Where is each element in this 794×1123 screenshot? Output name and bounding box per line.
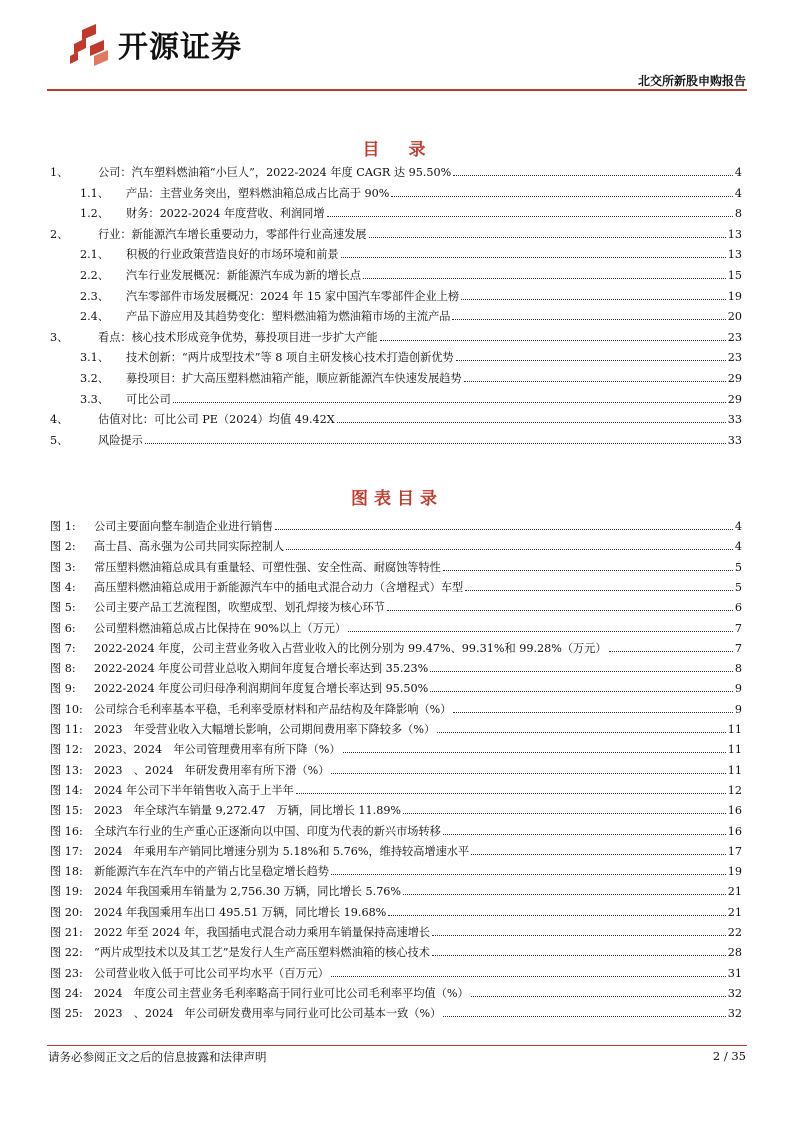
- entry-text: 公司综合毛利率基本平稳，毛利率受原材料和产品结构及年降影响（%）: [94, 702, 452, 716]
- entry-text: 产品：主营业务突出，塑料燃油箱总成占比高于 90%: [126, 186, 390, 200]
- toc-entry[interactable]: [50, 409, 742, 426]
- entry-number: 图 25:: [50, 1007, 83, 1021]
- leader-dots: [369, 237, 726, 238]
- entry-page: 32: [727, 986, 742, 1000]
- leader-dots: [173, 402, 726, 403]
- leader-dots: [388, 915, 725, 916]
- entry-page: 13: [727, 248, 742, 262]
- leader-dots: [456, 360, 726, 361]
- entry-number: 图 2:: [50, 540, 76, 554]
- figure-entry[interactable]: [50, 881, 742, 898]
- entry-page: 29: [727, 392, 742, 406]
- entry-text: 2023 、2024 年公司研发费用率与同行业可比公司基本一致（%）: [94, 1007, 442, 1021]
- entry-page: 20: [727, 310, 742, 324]
- figure-entry[interactable]: [50, 780, 742, 797]
- leader-dots: [343, 752, 726, 753]
- entry-text: 公司营业收入低于可比公司平均水平（百万元）: [94, 966, 329, 980]
- entry-page: 21: [727, 905, 742, 919]
- entry-page: 28: [727, 946, 742, 960]
- figure-entry[interactable]: [50, 719, 742, 736]
- entry-text: 2023、2024 年公司管理费用率有所下降（%）: [94, 743, 341, 757]
- toc-entry[interactable]: [80, 286, 742, 303]
- figure-entry[interactable]: [50, 557, 742, 574]
- leader-dots: [452, 319, 725, 320]
- leader-dots: [432, 935, 726, 936]
- entry-number: 图 10:: [50, 702, 83, 716]
- leader-dots: [443, 1016, 725, 1017]
- entry-text: 技术创新：“两片成型技术”等 8 项自主研发核心技术打造创新优势: [126, 351, 454, 365]
- entry-text: 高压塑料燃油箱总成用于新能源汽车中的插电式混合动力（含增程式）车型: [94, 580, 464, 594]
- entry-text: 2022-2024 年度公司归母净利润期间年度复合增长率达到 95.50%: [94, 682, 429, 696]
- entry-page: 6: [734, 601, 742, 615]
- entry-page: 19: [727, 865, 742, 879]
- entry-number: 图 13:: [50, 763, 83, 777]
- entry-text: 汽车零部件市场发展概况：2024 年 15 家中国汽车零部件企业上榜: [126, 289, 460, 303]
- figure-entry[interactable]: [50, 841, 742, 858]
- leader-dots: [296, 793, 726, 794]
- entry-page: 4: [734, 166, 742, 179]
- leader-dots: [387, 610, 733, 611]
- entry-text: 2024 年公司下半年销售收入高于上半年: [94, 783, 294, 797]
- figure-entry[interactable]: [50, 658, 742, 675]
- entry-number: 图 16:: [50, 824, 83, 838]
- entry-text: 风险提示: [98, 433, 143, 447]
- report-type: 北交所新股申购报告: [637, 74, 746, 88]
- figure-entry[interactable]: [50, 963, 742, 980]
- figure-entry[interactable]: [50, 983, 742, 1000]
- leader-dots: [609, 651, 733, 652]
- leader-dots: [443, 834, 726, 835]
- entry-text: 2023 年全球汽车销量 9,272.47 万辆，同比增长 11.89%: [94, 804, 402, 818]
- entry-text: 全球汽车行业的生产重心正逐渐向以中国、印度为代表的新兴市场转移: [94, 824, 441, 838]
- entry-text: 看点：核心技术形成竞争优势，募投项目进一步扩大产能: [98, 330, 378, 344]
- entry-text: 财务：2022-2024 年度营收、利润同增: [126, 207, 325, 221]
- entry-page: 5: [734, 580, 742, 594]
- entry-number: 图 20:: [50, 905, 83, 919]
- entry-page: 9: [734, 682, 742, 696]
- entry-number: 图 1:: [50, 520, 76, 533]
- footer-divider: [47, 1045, 747, 1046]
- entry-page: 21: [727, 885, 742, 899]
- entry-text: 公司：汽车塑料燃油箱“小巨人”，2022-2024 年度 CAGR 达 95.50%: [98, 166, 452, 179]
- entry-number: 1.1、: [80, 186, 109, 200]
- entry-page: 11: [727, 743, 742, 757]
- entry-number: 3.1、: [80, 351, 109, 365]
- entry-text: 募投项目：扩大高压塑料燃油箱产能，顺应新能源汽车快速发展趋势: [126, 372, 462, 385]
- leader-dots: [391, 196, 733, 197]
- leader-dots: [331, 976, 726, 977]
- leader-dots: [337, 422, 726, 423]
- entry-number: 2.1、: [80, 248, 109, 262]
- entry-text: 2022 年至 2024 年，我国插电式混合动力乘用车销量保持高速增长: [94, 926, 431, 939]
- entry-text: 公司主要面向整车制造企业进行销售: [94, 520, 274, 533]
- toc-entry[interactable]: [50, 224, 742, 241]
- entry-text: 行业：新能源汽车增长重要动力，零部件行业高速发展: [98, 227, 367, 241]
- leader-dots: [471, 854, 726, 855]
- page-indicator: 2 / 35: [712, 1049, 746, 1063]
- entry-number: 3、: [50, 330, 69, 344]
- leader-dots: [465, 590, 733, 591]
- entry-number: 图 8:: [50, 662, 76, 676]
- entry-text: 汽车行业发展概况：新能源汽车成为新的增长点: [126, 269, 361, 282]
- entry-number: 图 24:: [50, 986, 83, 1000]
- entry-number: 2.4、: [80, 310, 109, 324]
- figure-entry[interactable]: [50, 800, 742, 817]
- entry-page: 7: [734, 641, 742, 655]
- entry-number: 图 11:: [50, 723, 83, 736]
- entry-number: 4、: [50, 413, 69, 427]
- entry-page: 4: [734, 540, 742, 554]
- entry-page: 31: [727, 966, 742, 980]
- leader-dots: [430, 671, 733, 672]
- entry-text: 2024 年我国乘用车出口 495.51 万辆，同比增长 19.68%: [94, 905, 387, 919]
- entry-page: 32: [727, 1007, 742, 1021]
- entry-text: 2024 年我国乘用车销量为 2,756.30 万辆，同比增长 5.76%: [94, 885, 402, 899]
- entry-text: 2024 年乘用车产销同比增速分别为 5.18%和 5.76%，维持较高增速水平: [94, 844, 470, 858]
- entry-page: 23: [727, 330, 742, 344]
- leader-dots: [464, 381, 726, 382]
- entry-page: 22: [727, 926, 742, 939]
- leader-dots: [432, 955, 726, 956]
- entry-text: 高士昌、高永强为公司共同实际控制人: [94, 540, 285, 554]
- figure-entry[interactable]: [50, 922, 742, 939]
- figure-entry[interactable]: [50, 902, 742, 919]
- leader-dots: [363, 278, 726, 279]
- leader-dots: [331, 874, 726, 875]
- entry-number: 图 12:: [50, 743, 83, 757]
- entry-number: 图 18:: [50, 865, 83, 879]
- entry-page: 16: [727, 804, 742, 818]
- footer-disclaimer: 请务必参阅正文之后的信息披露和法律声明: [48, 1050, 267, 1064]
- entry-number: 图 17:: [50, 844, 83, 858]
- leader-dots: [145, 443, 726, 444]
- toc-entry[interactable]: [80, 244, 742, 261]
- entry-number: 图 5:: [50, 601, 76, 615]
- entry-page: 13: [727, 227, 742, 241]
- toc-entry[interactable]: [80, 368, 742, 385]
- leader-dots: [461, 299, 726, 300]
- toc-entry[interactable]: [80, 203, 742, 220]
- entry-text: 可比公司: [126, 392, 171, 406]
- leader-dots: [380, 340, 726, 341]
- toc-entry[interactable]: [80, 183, 742, 200]
- entry-text: “两片成型技术以及其工艺”是发行人生产高压塑料燃油箱的核心技术: [94, 946, 430, 960]
- entry-text: 新能源汽车在汽车中的产销占比呈稳定增长趋势: [94, 865, 329, 879]
- entry-page: 12: [727, 783, 742, 797]
- entry-number: 图 14:: [50, 783, 83, 797]
- entry-number: 图 22:: [50, 946, 83, 960]
- entry-page: 33: [727, 433, 742, 447]
- header-divider: [47, 89, 747, 91]
- entry-number: 2.3、: [80, 289, 109, 303]
- toc-entry[interactable]: [50, 430, 742, 447]
- entry-page: 15: [727, 269, 742, 282]
- leader-dots: [341, 257, 726, 258]
- leader-dots: [443, 570, 733, 571]
- figure-entry[interactable]: [50, 678, 742, 695]
- entry-page: 9: [734, 702, 742, 716]
- logo-text: 开源证券: [118, 30, 242, 65]
- toc-entry[interactable]: [80, 389, 742, 406]
- figure-entry[interactable]: [50, 861, 742, 878]
- entry-number: 图 6:: [50, 621, 76, 635]
- leader-dots: [471, 996, 726, 997]
- entry-text: 2023 、2024 年研发费用率有所下滑（%）: [94, 763, 330, 777]
- figure-entry[interactable]: [50, 739, 742, 756]
- entry-text: 公司主要产品工艺流程图，吹塑成型、划孔焊接为核心环节: [94, 601, 385, 615]
- toc-entry[interactable]: [80, 265, 742, 282]
- leader-dots: [286, 549, 733, 550]
- company-logo: [64, 22, 242, 66]
- entry-page: 8: [734, 662, 742, 676]
- figure-entry[interactable]: [50, 577, 742, 594]
- figure-entry[interactable]: [50, 699, 742, 716]
- entry-page: 4: [734, 186, 742, 200]
- leader-dots: [348, 631, 733, 632]
- entry-page: 5: [734, 560, 742, 574]
- entry-number: 图 21:: [50, 926, 83, 939]
- entry-number: 图 23:: [50, 966, 83, 980]
- entry-text: 积极的行业政策营造良好的市场环境和前景: [126, 248, 339, 262]
- leader-dots: [403, 813, 726, 814]
- toc-entry[interactable]: [80, 306, 742, 323]
- entry-number: 2、: [50, 227, 69, 241]
- entry-text: 常压塑料燃油箱总成具有重量轻、可塑性强、安全性高、耐腐蚀等特性: [94, 560, 441, 574]
- entry-page: 33: [727, 413, 742, 427]
- toc-entry[interactable]: [80, 347, 742, 364]
- figure-entry[interactable]: [50, 597, 742, 614]
- leader-dots: [275, 529, 733, 530]
- leader-dots: [453, 712, 732, 713]
- leader-dots: [403, 894, 726, 895]
- figure-entry[interactable]: [50, 760, 742, 777]
- entry-text: 估值对比：可比公司 PE（2024）均值 49.42X: [98, 413, 335, 427]
- entry-number: 图 15:: [50, 804, 83, 818]
- entry-page: 4: [734, 520, 742, 533]
- figure-entry[interactable]: [50, 536, 742, 553]
- entry-text: 2024 年度公司主营业务毛利率略高于同行业可比公司毛利率平均值（%）: [94, 986, 469, 1000]
- figure-entry[interactable]: [50, 516, 742, 533]
- entry-number: 图 9:: [50, 682, 76, 696]
- leader-dots: [331, 773, 725, 774]
- entry-text: 2022-2024 年度，公司主营业务收入占营业收入的比例分别为 99.47%、99.31%和 99.28%（万元）: [94, 641, 607, 655]
- entry-number: 2.2、: [80, 269, 109, 282]
- figure-entry[interactable]: [50, 942, 742, 959]
- leader-dots: [430, 691, 733, 692]
- entry-number: 图 3:: [50, 560, 76, 574]
- leader-dots: [437, 732, 726, 733]
- figure-entry[interactable]: [50, 618, 742, 635]
- entry-page: 11: [727, 763, 742, 777]
- toc-title: 目 录: [362, 140, 432, 160]
- figure-entry[interactable]: [50, 638, 742, 655]
- entry-number: 图 4:: [50, 580, 76, 594]
- entry-number: 图 19:: [50, 885, 83, 899]
- entry-number: 3.2、: [80, 372, 109, 385]
- entry-number: 1.2、: [80, 207, 109, 221]
- leader-dots: [327, 216, 733, 217]
- entry-page: 29: [727, 372, 742, 385]
- entry-page: 23: [727, 351, 742, 365]
- entry-number: 3.3、: [80, 392, 109, 406]
- entry-page: 16: [727, 824, 742, 838]
- kaiyuan-logo-icon: [64, 22, 110, 66]
- entry-number: 图 7:: [50, 641, 76, 655]
- entry-text: 2022-2024 年度公司营业总收入期间年度复合增长率达到 35.23%: [94, 662, 429, 676]
- toc-entry[interactable]: [50, 162, 742, 179]
- leader-dots: [453, 175, 733, 176]
- figure-entry[interactable]: [50, 821, 742, 838]
- figures-toc-title: 图表目录: [351, 489, 443, 509]
- entry-text: 公司塑料燃油箱总成占比保持在 90%以上（万元）: [94, 621, 347, 635]
- figure-entry[interactable]: [50, 1003, 742, 1020]
- entry-page: 8: [734, 207, 742, 221]
- entry-number: 1、: [50, 166, 69, 179]
- entry-text: 2023 年受营业收入大幅增长影响，公司期间费用率下降较多（%）: [94, 723, 436, 736]
- entry-page: 11: [727, 723, 742, 736]
- toc-entry[interactable]: [50, 327, 742, 344]
- entry-page: 17: [727, 844, 742, 858]
- entry-number: 5、: [50, 433, 69, 447]
- entry-text: 产品下游应用及其趋势变化：塑料燃油箱为燃油箱市场的主流产品: [126, 310, 451, 324]
- entry-page: 19: [727, 289, 742, 303]
- entry-page: 7: [734, 621, 742, 635]
